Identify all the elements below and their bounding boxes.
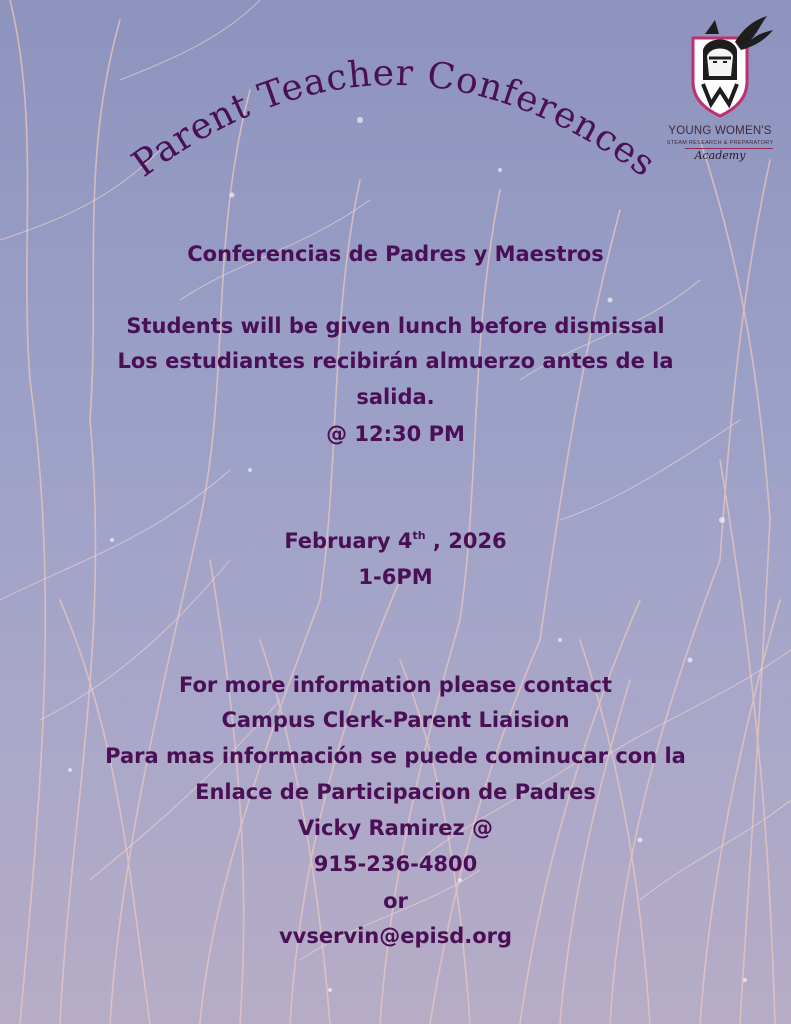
conference-date (0, 523, 791, 559)
dismissal-time: @ 12:30 PM (326, 422, 465, 446)
conference-date-month-day: February 4 (284, 529, 413, 553)
contact-email: vvservin@episd.org (278, 924, 513, 948)
lunch-notice-spanish-line2: salida. (356, 385, 435, 409)
subtitle-spanish: Conferencias de Padres y Maestros (187, 242, 604, 266)
lunch-notice-spanish-line1: Los estudiantes recibirán almuerzo antes de la (117, 349, 674, 373)
conference-date-suffix: th (412, 529, 426, 542)
page-title-text: Parent Teacher Conferences (124, 52, 663, 186)
conference-date-year: , 2026 (425, 529, 507, 553)
logo-academy-script: Academy (694, 149, 746, 162)
contact-or: or (383, 889, 408, 913)
contact-spanish-line1: Para mas información se puede cominucar con la (105, 744, 686, 768)
conference-hours: 1-6PM (358, 565, 433, 589)
school-logo (655, 10, 785, 170)
warrior-helmet-shield-icon (655, 10, 785, 122)
logo-school-name: YOUNG WOMEN'S (668, 125, 772, 137)
lunch-notice-english: Students will be given lunch before dismissal (126, 314, 665, 338)
contact-phone: 915-236-4800 (313, 852, 478, 876)
contact-english-line2: Campus Clerk-Parent Liaision (221, 708, 570, 732)
contact-spanish-line2: Enlace de Participacion de Padres (195, 780, 596, 804)
logo-school-subtitle: STEAM RESEARCH & PREPARATORY (666, 140, 774, 146)
page-title (125, 53, 663, 185)
contact-name: Vicky Ramirez @ (297, 816, 494, 840)
contact-english-line1: For more information please contact (178, 673, 613, 697)
